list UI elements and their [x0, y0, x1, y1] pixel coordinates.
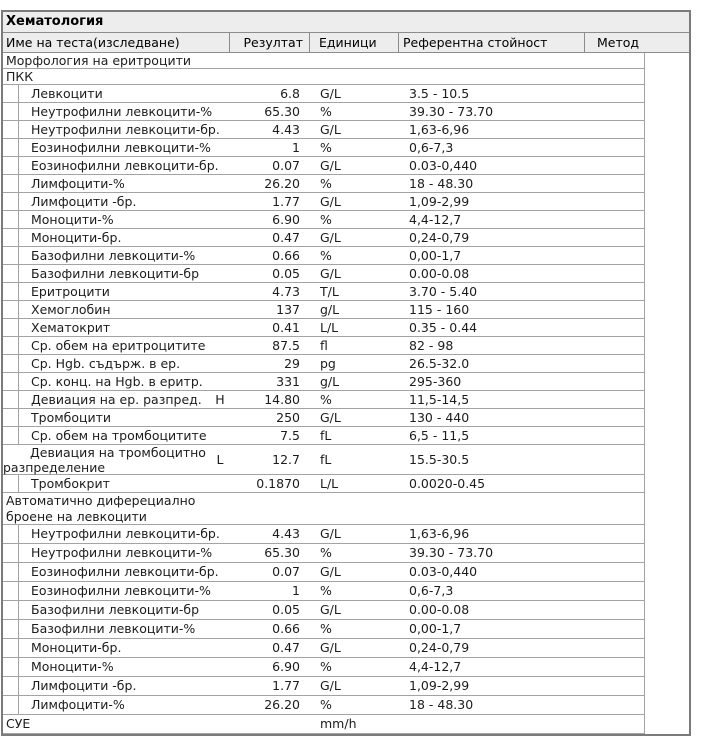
test-name-cell: Моноцити-%: [31, 659, 114, 674]
test-row: [3, 301, 644, 319]
reference-cell: 0.00-0.08: [409, 266, 470, 281]
reference-cell: 130 - 440: [409, 410, 470, 425]
test-row: [3, 427, 644, 445]
indent-cell: [3, 475, 19, 492]
test-row: [3, 229, 644, 247]
reference-cell: 0,24-0,79: [409, 640, 470, 655]
reference-cell: 0,6-7,3: [409, 583, 454, 598]
test-row: [3, 157, 644, 175]
units-cell: G/L: [320, 230, 341, 245]
units-cell: T/L: [320, 284, 339, 299]
test-name-cell: Базофилни левкоцити-%: [31, 621, 196, 636]
table-title: Хематология: [3, 12, 689, 33]
section-label: ПКК: [6, 69, 34, 84]
test-name-cell: Тромбоцити: [31, 410, 112, 425]
flag-cell: H: [215, 392, 225, 407]
reference-cell: 0,24-0,79: [409, 230, 470, 245]
test-name-cell: Ср. обем на тромбоцитите: [31, 428, 207, 443]
result-cell: 65.30: [264, 104, 300, 119]
test-name-cell: Базофилни левкоцити-%: [31, 248, 196, 263]
flag-cell: [209, 193, 231, 210]
units-cell: g/L: [320, 374, 340, 389]
test-name-cell: Хемоглобин: [31, 302, 111, 317]
result-cell: 4.43: [272, 122, 300, 137]
reference-cell: 0.03-0,440: [409, 564, 478, 579]
reference-cell: 0.03-0,440: [409, 158, 478, 173]
indent-cell: [3, 620, 19, 638]
result-cell: 250: [276, 410, 300, 425]
flag-cell: [209, 601, 231, 619]
result-cell: 1: [292, 583, 300, 598]
result-cell: 1.77: [272, 194, 300, 209]
reference-cell: 39.30 - 73.70: [409, 104, 494, 119]
section-row: [3, 69, 644, 85]
result-cell: 0.1870: [256, 476, 300, 491]
table-body: [3, 53, 689, 734]
result-cell: 1.77: [272, 678, 300, 693]
column-header-method: Метод: [584, 33, 689, 52]
test-name-cell: Неутрофилни левкоцити-%: [31, 104, 213, 119]
flag-cell: [209, 582, 231, 600]
indent-cell: [3, 211, 19, 228]
test-name-cell: Ср. конц. на Hgb. в еритр.: [31, 374, 203, 389]
reference-cell: [396, 715, 644, 733]
test-name-cell: Лимфоцити-%: [31, 176, 125, 191]
section-row: [3, 493, 644, 525]
indent-cell: [3, 525, 19, 543]
units-cell: G/L: [320, 266, 341, 281]
flag-cell: [209, 475, 231, 492]
indent-cell: [3, 639, 19, 657]
units-cell: pg: [320, 356, 336, 371]
indent-cell: [3, 103, 19, 120]
section-row: [3, 53, 644, 69]
indent-cell: [3, 319, 19, 336]
flag-cell: [209, 373, 231, 390]
result-cell: [231, 715, 306, 733]
test-name-cell: Моноцити-%: [31, 212, 114, 227]
reference-cell: 15.5-30.5: [409, 452, 470, 467]
test-name-cell: Еозинофилни левкоцити-бр.: [31, 158, 219, 173]
flag-cell: [209, 319, 231, 336]
units-cell: G/L: [320, 678, 341, 693]
indent-cell: [3, 677, 19, 695]
test-name-cell: СУЕ: [6, 716, 31, 731]
test-row: [3, 525, 644, 544]
result-cell: 331: [276, 374, 300, 389]
indent-cell: [3, 355, 19, 372]
test-row: [3, 409, 644, 427]
reference-cell: 82 - 98: [409, 338, 454, 353]
flag-cell: [209, 85, 231, 102]
test-name-cell: Неутрофилни левкоцити-бр.: [31, 526, 220, 541]
test-row: [3, 677, 644, 696]
column-header-test-name: Име на теста(изследване): [6, 35, 180, 50]
test-name-cell: Моноцити-бр.: [31, 230, 122, 245]
flag-cell: [209, 355, 231, 372]
test-row: [3, 337, 644, 355]
flag-cell: [209, 121, 231, 138]
indent-cell: [3, 337, 19, 354]
flag-cell: [209, 139, 231, 156]
indent-cell: [3, 193, 19, 210]
test-row: [3, 247, 644, 265]
reference-cell: 6,5 - 11,5: [409, 428, 470, 443]
reference-cell: 39.30 - 73.70: [409, 545, 494, 560]
test-name-cell: Базофилни левкоцити-бр: [31, 266, 200, 281]
test-name-cell: Еозинофилни левкоцити-бр.: [31, 564, 219, 579]
test-name-cell: Моноцити-бр.: [31, 640, 122, 655]
result-cell: 12.7: [272, 452, 300, 467]
units-cell: G/L: [320, 194, 341, 209]
indent-cell: [3, 391, 19, 408]
flag-cell: [209, 620, 231, 638]
section-label: Автоматично диферециално броене на левкоцити: [6, 493, 196, 524]
reference-cell: 0.00-0.08: [409, 602, 470, 617]
indent-cell: [3, 373, 19, 390]
test-name-cell: Ср. Hgb. съдърж. в ер.: [31, 356, 181, 371]
indent-cell: [3, 283, 19, 300]
test-name-cell: Девиация на тромбоцитно разпределение: [3, 445, 206, 475]
test-name-cell: Неутрофилни левкоцити-бр.: [31, 122, 220, 137]
units-cell: fL: [320, 452, 332, 467]
indent-cell: [3, 175, 19, 192]
result-cell: 137: [276, 302, 300, 317]
flag-cell: [209, 301, 231, 318]
indent-cell: [3, 409, 19, 426]
result-cell: 65.30: [264, 545, 300, 560]
result-cell: 0.07: [272, 564, 300, 579]
result-cell: 1: [292, 140, 300, 155]
reference-cell: 1,09-2,99: [409, 194, 470, 209]
result-cell: 0.47: [272, 640, 300, 655]
test-row: [3, 475, 644, 493]
units-cell: G/L: [320, 122, 341, 137]
reference-cell: 26.5-32.0: [409, 356, 470, 371]
test-name-cell: Лимфоцити-%: [31, 697, 125, 712]
flag-cell: [209, 409, 231, 426]
test-row: [3, 696, 644, 715]
reference-cell: 18 - 48.30: [409, 176, 474, 191]
flag-cell: [209, 157, 231, 174]
units-cell: %: [320, 545, 332, 560]
indent-cell: [3, 121, 19, 138]
indent-cell: [3, 601, 19, 619]
result-cell: 0.47: [272, 230, 300, 245]
body-right-divider: [644, 53, 645, 734]
test-row: [3, 355, 644, 373]
units-cell: L/L: [320, 476, 339, 491]
indent-cell: [3, 265, 19, 282]
reference-cell: 3.70 - 5.40: [409, 284, 478, 299]
flag-cell: [209, 337, 231, 354]
table-header-row: [3, 33, 689, 53]
flag-cell: [209, 229, 231, 246]
test-row: [3, 658, 644, 677]
flag-cell: [209, 696, 231, 714]
result-cell: 26.20: [264, 176, 300, 191]
reference-cell: 0.35 - 0.44: [409, 320, 478, 335]
test-row: [3, 715, 644, 734]
flag-cell: [209, 211, 231, 228]
column-header-result: Резултат: [229, 33, 309, 52]
units-cell: fl: [320, 338, 328, 353]
reference-cell: 1,63-6,96: [409, 122, 470, 137]
result-cell: 0.66: [272, 621, 300, 636]
reference-cell: 4,4-12,7: [409, 659, 462, 674]
flag-cell: [209, 544, 231, 562]
result-cell: 0.05: [272, 602, 300, 617]
test-row: [3, 582, 644, 601]
test-row: [3, 373, 644, 391]
units-cell: %: [320, 583, 332, 598]
flag-cell: [209, 658, 231, 676]
test-row: [3, 620, 644, 639]
test-row: [3, 139, 644, 157]
indent-cell: [3, 582, 19, 600]
units-cell: G/L: [320, 86, 341, 101]
reference-cell: 0.0020-0.45: [409, 476, 486, 491]
test-name-cell: Лимфоцити -бр.: [31, 194, 137, 209]
flag-cell: [209, 427, 231, 444]
test-name-cell: Неутрофилни левкоцити-%: [31, 545, 213, 560]
result-cell: 26.20: [264, 697, 300, 712]
result-cell: 29: [284, 356, 300, 371]
indent-cell: [3, 157, 19, 174]
units-cell: %: [320, 176, 332, 191]
result-cell: 0.41: [272, 320, 300, 335]
indent-cell: [3, 301, 19, 318]
reference-cell: 0,00-1,7: [409, 248, 462, 263]
test-name-cell: Еозинофилни левкоцити-%: [31, 583, 211, 598]
result-cell: 6.90: [272, 659, 300, 674]
units-cell: G/L: [320, 564, 341, 579]
test-name-cell: Хематокрит: [31, 320, 111, 335]
units-cell: %: [320, 659, 332, 674]
units-cell: mm/h: [320, 716, 357, 731]
result-cell: 0.07: [272, 158, 300, 173]
reference-cell: 1,09-2,99: [409, 678, 470, 693]
reference-cell: 18 - 48.30: [409, 697, 474, 712]
flag-cell: [209, 247, 231, 264]
column-header-reference: Референтна стойност: [398, 33, 584, 52]
result-cell: 6.90: [272, 212, 300, 227]
indent-cell: [3, 544, 19, 562]
test-row: [3, 85, 644, 103]
test-row: [3, 639, 644, 658]
result-cell: 4.43: [272, 526, 300, 541]
reference-cell: 115 - 160: [409, 302, 470, 317]
flag-cell: [209, 283, 231, 300]
test-row: [3, 601, 644, 620]
indent-cell: [3, 427, 19, 444]
units-cell: %: [320, 621, 332, 636]
reference-cell: 0,00-1,7: [409, 621, 462, 636]
test-row: [3, 103, 644, 121]
result-cell: 4.73: [272, 284, 300, 299]
reference-cell: 1,63-6,96: [409, 526, 470, 541]
units-cell: fL: [320, 428, 332, 443]
test-row: [3, 265, 644, 283]
units-cell: g/L: [320, 302, 340, 317]
test-row: [3, 211, 644, 229]
test-row: [3, 319, 644, 337]
units-cell: G/L: [320, 526, 341, 541]
reference-cell: 4,4-12,7: [409, 212, 462, 227]
test-name-cell: Тромбокрит: [31, 476, 110, 491]
flag-cell: [209, 639, 231, 657]
test-name-cell: Левкоцити: [31, 86, 103, 101]
test-row: [3, 563, 644, 582]
indent-cell: [3, 139, 19, 156]
test-name-cell: Девиация на ер. разпред.: [31, 392, 202, 407]
units-cell: G/L: [320, 640, 341, 655]
result-cell: 6.8: [280, 86, 300, 101]
lab-results-table: [1, 10, 691, 736]
result-cell: 14.80: [264, 392, 300, 407]
result-cell: 87.5: [272, 338, 300, 353]
test-name-cell: Ср. обем на еритроцитите: [31, 338, 206, 353]
units-cell: G/L: [320, 158, 341, 173]
units-cell: L/L: [320, 320, 339, 335]
test-name-cell: Базофилни левкоцити-бр: [31, 602, 200, 617]
flag-cell: [209, 525, 231, 543]
reference-cell: 295-360: [409, 374, 462, 389]
flag-cell: [209, 563, 231, 581]
test-name-cell: Еозинофилни левкоцити-%: [31, 140, 211, 155]
test-row: [3, 391, 644, 409]
reference-cell: 0,6-7,3: [409, 140, 454, 155]
flag-cell: [209, 175, 231, 192]
test-row: [3, 175, 644, 193]
result-cell: 0.05: [272, 266, 300, 281]
flag-cell: [209, 677, 231, 695]
units-cell: %: [320, 104, 332, 119]
test-row: [3, 283, 644, 301]
indent-cell: [3, 229, 19, 246]
units-cell: %: [320, 212, 332, 227]
result-cell: 7.5: [280, 428, 300, 443]
units-cell: G/L: [320, 410, 341, 425]
test-name-cell: Еритроцити: [31, 284, 110, 299]
flag-cell: L: [216, 452, 224, 467]
section-label: Морфология на еритроцити: [6, 53, 191, 68]
test-row: [3, 193, 644, 211]
column-header-units: Единици: [309, 33, 398, 52]
indent-cell: [3, 563, 19, 581]
test-row: [3, 445, 644, 475]
units-cell: %: [320, 140, 332, 155]
units-cell: %: [320, 392, 332, 407]
test-row: [3, 544, 644, 563]
reference-cell: 11,5-14,5: [409, 392, 470, 407]
reference-cell: 3.5 - 10.5: [409, 86, 470, 101]
indent-cell: [3, 85, 19, 102]
units-cell: %: [320, 248, 332, 263]
flag-cell: [209, 265, 231, 282]
flag-cell: [209, 103, 231, 120]
units-cell: %: [320, 697, 332, 712]
units-cell: G/L: [320, 602, 341, 617]
indent-cell: [3, 696, 19, 714]
test-name-cell: Лимфоцити -бр.: [31, 678, 137, 693]
test-row: [3, 121, 644, 139]
result-cell: 0.66: [272, 248, 300, 263]
indent-cell: [3, 247, 19, 264]
indent-cell: [3, 658, 19, 676]
